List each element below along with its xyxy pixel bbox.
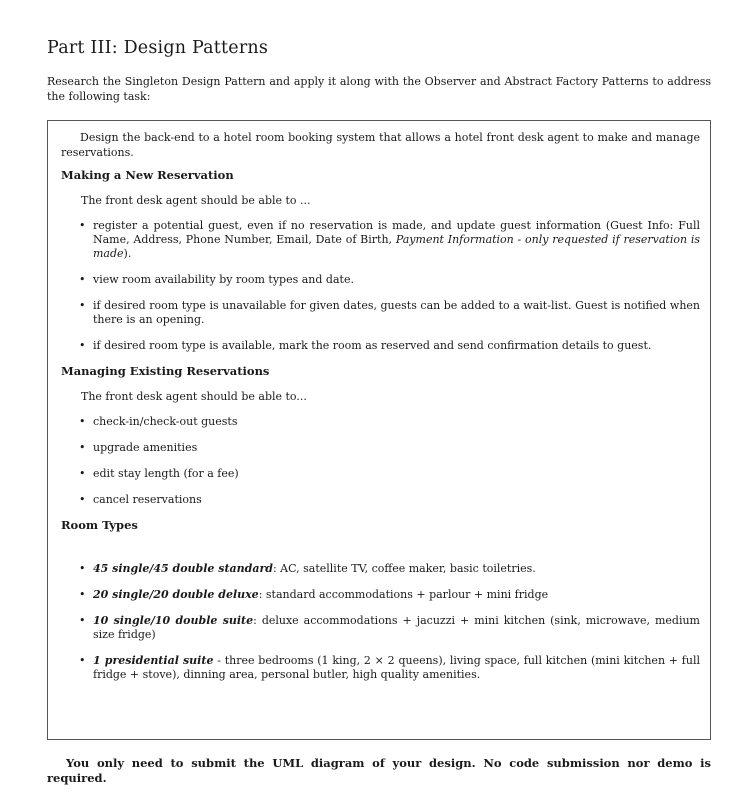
room-type-name: 20 single/20 double deluxe [93, 588, 259, 601]
bullet-icon: • [79, 273, 86, 286]
existing-reservations-list [61, 415, 700, 507]
new-reservation-lead: The front desk agent should be able to ... [81, 194, 311, 207]
list-item: • check-in/check-out guests [79, 415, 238, 428]
section-heading-room-types: Room Types [61, 518, 138, 532]
new-reservation-list [61, 219, 700, 353]
bullet-icon: • [79, 299, 86, 312]
task-description: Design the back-end to a hotel room booking system that allows a hotel front desk agent to make and manage reservations. [61, 131, 700, 159]
list-item: • if desired room type is unavailable for given dates, guests can be added to a wait-list. Guest is notified when there is an opening. [79, 299, 700, 326]
list-item: • 1 presidential suite - three bedrooms (1 king, 2 × 2 queens), living space, full kitchen (mini kitchen + full fridge + stove), dinning area, personal butler, high quality amenities. [79, 654, 700, 681]
task-box [47, 120, 711, 740]
list-item: • 45 single/45 double standard: AC, satellite TV, coffee maker, basic toiletries. [79, 562, 536, 575]
section-heading-existing-reservations: Managing Existing Reservations [61, 364, 270, 378]
list-item: • view room availability by room types and date. [79, 273, 354, 286]
list-item: • register a potential guest, even if no reservation is made, and update guest information (Guest Info: Full Name, Address, Phone Number, Email, Date of Birth, Payment Information - only requested if reservation is made). [79, 219, 701, 260]
bullet-icon: • [79, 219, 86, 232]
room-type-name: 45 single/45 double standard [93, 562, 273, 575]
list-item: • upgrade amenities [79, 441, 198, 454]
bullet-icon: • [79, 588, 86, 601]
intro-paragraph: Research the Singleton Design Pattern and apply it along with the Observer and Abstract Factory Patterns to address the following task: [47, 75, 711, 103]
list-item: • edit stay length (for a fee) [79, 467, 239, 480]
submission-note: You only need to submit the UML diagram of your design. No code submission nor demo is required. [47, 756, 711, 785]
bullet-icon: • [79, 614, 86, 627]
room-type-name: 10 single/10 double suite [93, 614, 254, 627]
list-item: • 10 single/10 double suite: deluxe accommodations + jacuzzi + mini kitchen (sink, microwave, medium size fridge) [79, 614, 700, 641]
section-heading-new-reservation: Making a New Reservation [61, 168, 234, 182]
payment-info-note: Payment Information - only requested if reservation is made [93, 233, 701, 260]
bullet-icon: • [79, 493, 86, 506]
list-item: • if desired room type is available, mark the room as reserved and send confirmation details to guest. [79, 339, 652, 352]
bullet-icon: • [79, 654, 86, 667]
room-types-list [61, 562, 700, 682]
bullet-icon: • [79, 339, 86, 352]
bullet-icon: • [79, 415, 86, 428]
page-title: Part III: Design Patterns [47, 38, 269, 58]
task-box-content [61, 130, 700, 682]
room-type-name: 1 presidential suite [93, 654, 214, 667]
bullet-icon: • [79, 441, 86, 454]
list-item: • 20 single/20 double deluxe: standard accommodations + parlour + mini fridge [79, 588, 549, 601]
list-item: • cancel reservations [79, 493, 202, 506]
bullet-icon: • [79, 562, 86, 575]
existing-reservations-lead: The front desk agent should be able to... [81, 390, 307, 403]
bullet-icon: • [79, 467, 86, 480]
